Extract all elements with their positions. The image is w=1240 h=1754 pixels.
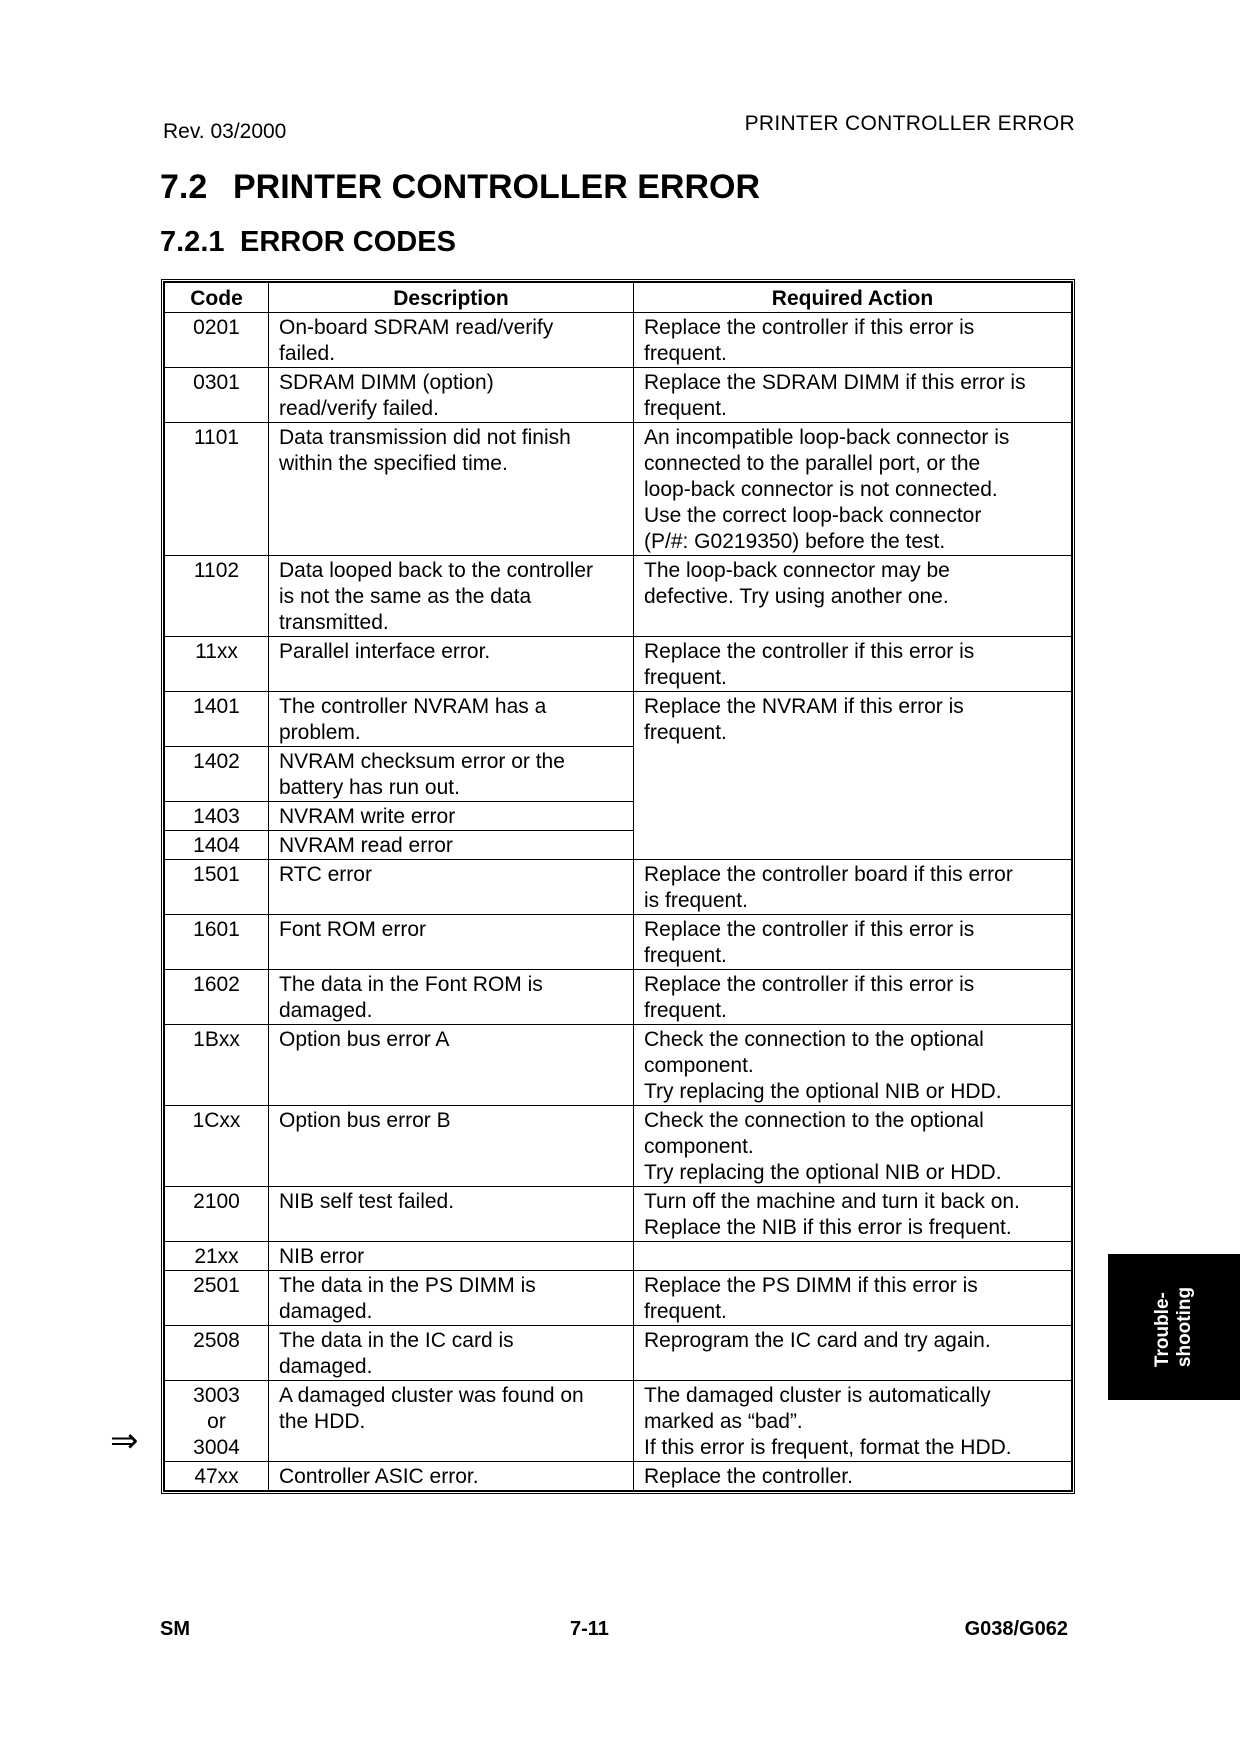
cell-code — [165, 970, 269, 1025]
cell-description — [269, 692, 634, 747]
action-line: component. — [644, 1135, 754, 1158]
description-line: NVRAM write error — [279, 805, 456, 828]
action-line: frequent. — [644, 944, 727, 967]
description-line: Data looped back to the controller — [279, 559, 594, 582]
description-line: NIB error — [279, 1245, 365, 1268]
description-line: NVRAM checksum error or the — [279, 750, 565, 773]
cell-action — [634, 915, 1072, 970]
cell-action — [634, 1326, 1072, 1381]
description-line: Font ROM error — [279, 918, 427, 941]
subsection-heading — [160, 226, 456, 259]
cell-code — [165, 368, 269, 423]
cell-description — [269, 1187, 634, 1242]
table-body — [165, 313, 1072, 1491]
table-row — [165, 556, 1072, 637]
cell-action — [634, 1025, 1072, 1106]
action-line: Replace the controller if this error is — [644, 640, 975, 663]
description-line: battery has run out. — [279, 776, 460, 799]
running-header-revision: Rev. 03/2000 — [163, 120, 287, 143]
code-line: 1403 — [193, 805, 240, 828]
error-codes-table-frame — [161, 279, 1075, 1494]
description-line: NVRAM read error — [279, 834, 453, 857]
code-line: 1501 — [193, 863, 240, 886]
cell-action — [634, 1187, 1072, 1242]
description-line: damaged. — [279, 999, 373, 1022]
description-line: The data in the Font ROM is — [279, 973, 543, 996]
action-line: frequent. — [644, 721, 727, 744]
code-line: or — [207, 1410, 226, 1433]
description-line: Parallel interface error. — [279, 640, 491, 663]
cell-code — [165, 1106, 269, 1187]
table-row — [165, 368, 1072, 423]
code-line: 2508 — [193, 1329, 240, 1352]
cell-action — [634, 1271, 1072, 1326]
code-line: 1601 — [193, 918, 240, 941]
description-line: the HDD. — [279, 1410, 366, 1433]
action-line: If this error is frequent, format the HDD. — [644, 1436, 1012, 1459]
table-row — [165, 1462, 1072, 1491]
action-line: Use the correct loop-back connector — [644, 504, 982, 527]
description-line: failed. — [279, 342, 336, 365]
action-line: frequent. — [644, 666, 727, 689]
code-line: 1602 — [193, 973, 240, 996]
description-line: The controller NVRAM has a — [279, 695, 547, 718]
cell-code — [165, 556, 269, 637]
cell-description — [269, 970, 634, 1025]
description-line: The data in the PS DIMM is — [279, 1274, 536, 1297]
cell-description — [269, 860, 634, 915]
cell-code — [165, 423, 269, 556]
cell-description — [269, 747, 634, 802]
description-line: Data transmission did not finish — [279, 426, 571, 449]
table-row — [165, 915, 1072, 970]
action-line: Try replacing the optional NIB or HDD. — [644, 1080, 1002, 1103]
table-header-row — [165, 283, 1072, 313]
table-row — [165, 1271, 1072, 1326]
action-line: Replace the controller if this error is — [644, 316, 975, 339]
cell-description — [269, 1025, 634, 1106]
cell-description — [269, 831, 634, 860]
cell-description — [269, 1242, 634, 1271]
action-line: component. — [644, 1054, 754, 1077]
footer-manual-id: SM — [160, 1618, 190, 1640]
cell-action — [634, 1242, 1072, 1271]
cell-code — [165, 747, 269, 802]
cell-action — [634, 1381, 1072, 1462]
table-row — [165, 692, 1072, 747]
table-row — [165, 1242, 1072, 1271]
cell-code — [165, 802, 269, 831]
running-header-section: PRINTER CONTROLLER ERROR — [744, 112, 1075, 135]
table-row — [165, 423, 1072, 556]
footer-model-code: G038/G062 — [964, 1618, 1068, 1640]
code-line: 1101 — [193, 426, 240, 449]
cell-description — [269, 423, 634, 556]
cell-code — [165, 1187, 269, 1242]
description-line: read/verify failed. — [279, 397, 439, 420]
code-line: 0201 — [193, 316, 240, 339]
cell-action — [634, 556, 1072, 637]
cell-action — [634, 692, 1072, 860]
description-line: transmitted. — [279, 611, 389, 634]
action-line: frequent. — [644, 397, 727, 420]
code-line: 11xx — [195, 640, 238, 663]
code-line: 3004 — [193, 1436, 240, 1459]
code-line: 1Bxx — [193, 1028, 240, 1051]
cell-action — [634, 423, 1072, 556]
description-line: damaged. — [279, 1300, 373, 1323]
cell-code — [165, 860, 269, 915]
cell-description — [269, 1462, 634, 1491]
cell-action — [634, 1462, 1072, 1491]
troubleshooting-side-tab — [1108, 1254, 1240, 1400]
cell-code — [165, 1242, 269, 1271]
description-line: Option bus error A — [279, 1028, 450, 1051]
code-line: 1402 — [193, 750, 240, 773]
cell-action — [634, 637, 1072, 692]
section-number: 7.2 — [160, 168, 208, 206]
action-line: connected to the parallel port, or the — [644, 452, 981, 475]
description-line: The data in the IC card is — [279, 1329, 514, 1352]
change-marker-arrow: ⇒ — [110, 1422, 139, 1460]
code-line: 2501 — [193, 1274, 240, 1297]
table-row — [165, 1381, 1072, 1462]
action-line: defective. Try using another one. — [644, 585, 949, 608]
table-row — [165, 860, 1072, 915]
cell-action — [634, 860, 1072, 915]
side-tab-line-1: Trouble- — [1152, 1292, 1173, 1368]
code-line: 21xx — [194, 1245, 239, 1268]
action-line: The loop-back connector may be — [644, 559, 950, 582]
cell-description — [269, 368, 634, 423]
cell-description — [269, 556, 634, 637]
table-row — [165, 970, 1072, 1025]
code-line: 1102 — [193, 559, 240, 582]
cell-description — [269, 1381, 634, 1462]
cell-code — [165, 692, 269, 747]
code-line: 1404 — [193, 834, 240, 857]
section-heading — [160, 168, 760, 207]
cell-code — [165, 1462, 269, 1491]
column-header-description: Description — [269, 283, 634, 313]
action-line: Replace the NIB if this error is frequent. — [644, 1216, 1012, 1239]
action-line: (P/#: G0219350) before the test. — [644, 530, 946, 553]
cell-code — [165, 637, 269, 692]
table-row — [165, 1187, 1072, 1242]
cell-description — [269, 1326, 634, 1381]
subsection-number: 7.2.1 — [160, 226, 225, 258]
column-header-required-action: Required Action — [634, 283, 1072, 313]
description-line: is not the same as the data — [279, 585, 532, 608]
description-line: damaged. — [279, 1355, 373, 1378]
description-line: SDRAM DIMM (option) — [279, 371, 494, 394]
action-line: loop-back connector is not connected. — [644, 478, 998, 501]
cell-description — [269, 313, 634, 368]
action-line: is frequent. — [644, 889, 748, 912]
code-line: 0301 — [193, 371, 240, 394]
action-line: Replace the SDRAM DIMM if this error is — [644, 371, 1026, 394]
description-line: A damaged cluster was found on — [279, 1384, 584, 1407]
cell-description — [269, 802, 634, 831]
cell-code — [165, 915, 269, 970]
cell-code — [165, 1025, 269, 1106]
action-line: Try replacing the optional NIB or HDD. — [644, 1161, 1002, 1184]
action-line: frequent. — [644, 1300, 727, 1323]
table-row — [165, 1326, 1072, 1381]
table-row — [165, 637, 1072, 692]
action-line: Replace the controller if this error is — [644, 973, 975, 996]
action-line: The damaged cluster is automatically — [644, 1384, 991, 1407]
table-row — [165, 1025, 1072, 1106]
cell-action — [634, 1106, 1072, 1187]
cell-action — [634, 368, 1072, 423]
section-title: PRINTER CONTROLLER ERROR — [233, 168, 760, 206]
cell-description — [269, 637, 634, 692]
column-header-code: Code — [165, 283, 269, 313]
cell-code — [165, 1381, 269, 1462]
error-codes-table — [164, 282, 1072, 1491]
code-line: 1Cxx — [192, 1109, 241, 1132]
cell-action — [634, 313, 1072, 368]
table-row — [165, 313, 1072, 368]
table-row — [165, 1106, 1072, 1187]
description-line: RTC error — [279, 863, 372, 886]
action-line: frequent. — [644, 342, 727, 365]
action-line: Turn off the machine and turn it back on. — [644, 1190, 1020, 1213]
cell-code — [165, 831, 269, 860]
action-line: Replace the controller board if this error — [644, 863, 1013, 886]
action-line: Reprogram the IC card and try again. — [644, 1329, 991, 1352]
code-line: 2100 — [193, 1190, 240, 1213]
cell-code — [165, 1326, 269, 1381]
code-line: 3003 — [193, 1384, 240, 1407]
description-line: within the specified time. — [279, 452, 508, 475]
cell-action — [634, 970, 1072, 1025]
action-line: Replace the controller. — [644, 1465, 853, 1488]
cell-code — [165, 1271, 269, 1326]
description-line: problem. — [279, 721, 361, 744]
description-line: Controller ASIC error. — [279, 1465, 479, 1488]
cell-code — [165, 313, 269, 368]
side-tab-label — [1152, 1287, 1196, 1367]
description-line: Option bus error B — [279, 1109, 451, 1132]
action-line: Replace the PS DIMM if this error is — [644, 1274, 978, 1297]
action-line: Check the connection to the optional — [644, 1028, 984, 1051]
footer-page-number: 7-11 — [570, 1618, 609, 1640]
description-line: NIB self test failed. — [279, 1190, 455, 1213]
action-line: Replace the NVRAM if this error is — [644, 695, 964, 718]
action-line: Replace the controller if this error is — [644, 918, 975, 941]
code-line: 47xx — [194, 1465, 239, 1488]
action-line: An incompatible loop-back connector is — [644, 426, 1010, 449]
cell-description — [269, 915, 634, 970]
code-line: 1401 — [193, 695, 240, 718]
action-line: marked as “bad”. — [644, 1410, 803, 1433]
cell-description — [269, 1106, 634, 1187]
side-tab-line-2: shooting — [1174, 1286, 1195, 1368]
subsection-title: ERROR CODES — [240, 226, 456, 258]
action-line: Check the connection to the optional — [644, 1109, 984, 1132]
cell-description — [269, 1271, 634, 1326]
action-line: frequent. — [644, 999, 727, 1022]
description-line: On-board SDRAM read/verify — [279, 316, 554, 339]
